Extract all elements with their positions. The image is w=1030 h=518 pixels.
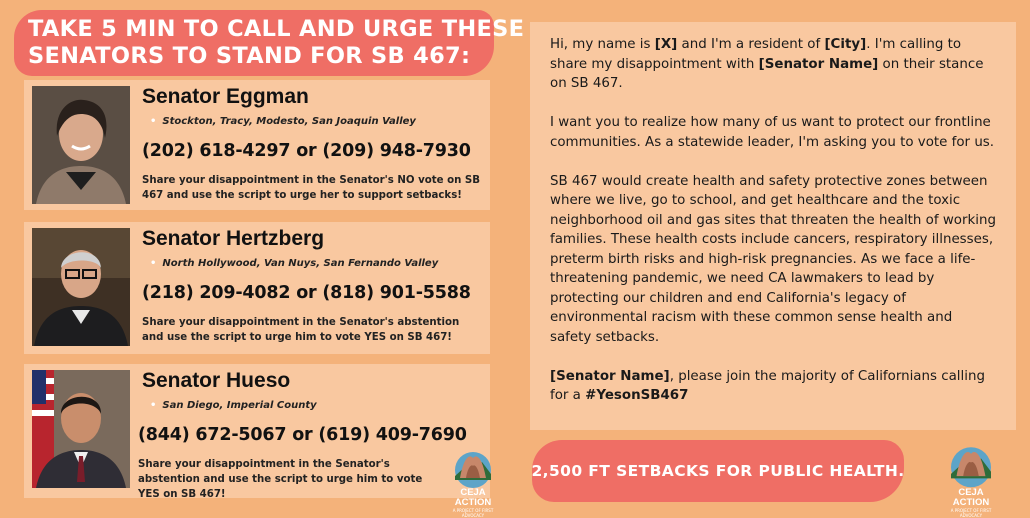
headline-line-2: SENATORS TO STAND FOR SB 467:	[28, 43, 471, 69]
senator-region: • Stockton, Tracy, Modesto, San Joaquin Valley	[150, 116, 416, 127]
senator-call-message: Share your disappointment in the Senator's abstention and use the script to urge him to vote YES on SB 467!	[138, 459, 423, 500]
senator-photo	[32, 228, 130, 346]
headline-banner	[14, 10, 525, 76]
script-paragraph-ask: I want you to realize how many of us want to protect our frontline communities. As a statewide leader, I'm asking you to vote for us.	[550, 115, 995, 150]
logo-title: CEJA ACTION	[454, 487, 492, 508]
setbacks-banner: 2,500 FT SETBACKS FOR PUBLIC HEALTH.	[532, 440, 904, 502]
senator-card-hertzberg	[24, 222, 490, 354]
ceja-action-logo-left	[442, 448, 504, 518]
ceja-action-logo-right	[940, 442, 1002, 518]
headline-line-1: TAKE 5 MIN TO CALL AND URGE THESE	[28, 16, 525, 42]
script-paragraph-intro: Hi, my name is [X] and I'm a resident of [City]. I'm calling to share my disappointment with [Senator Name] on their stance on SB 467.	[550, 37, 984, 91]
senator-photo	[32, 370, 130, 488]
senator-name: Senator Hueso	[142, 369, 291, 392]
senator-call-message: Share your disappointment in the Senator's abstention and use the script to urge him to vote YES on SB 467!	[142, 317, 460, 343]
call-script-panel	[530, 22, 1016, 430]
logo-subtitle: A PROJECT OF FIRST ADVOCACY	[452, 508, 494, 518]
senator-name: Senator Eggman	[142, 85, 309, 108]
logo-subtitle: A PROJECT OF FIRST ADVOCACY	[950, 508, 992, 518]
senator-region: • North Hollywood, Van Nuys, San Fernando Valley	[150, 258, 439, 269]
senator-name: Senator Hertzberg	[142, 227, 325, 250]
senator-card-eggman	[24, 80, 490, 210]
senator-phone-numbers: (844) 672-5067 or (619) 409-7690	[138, 425, 467, 445]
script-paragraph-sb467: SB 467 would create health and safety protective zones between where we live, go to school, and get healthcare and the toxic neighborhood oil and gas sites that threaten the health of working families. These health costs include cancers, respiratory illnesses, preterm birth risks and high-risk pregnancies. As we face a life-threatening pandemic, we need CA lawmakers to lead by protecting our children and end California's legacy of environmental racism with these common sense health and safety setbacks.	[550, 173, 996, 345]
senator-call-message: Share your disappointment in the Senator's NO vote on SB 467 and use the script to urge her to support setbacks!	[142, 175, 480, 201]
senator-region: • San Diego, Imperial County	[150, 400, 317, 411]
senator-photo	[32, 86, 130, 204]
senator-phone-numbers: (202) 618-4297 or (209) 948-7930	[142, 141, 471, 161]
senator-card-hueso	[24, 364, 490, 498]
logo-title: CEJA ACTION	[952, 487, 990, 508]
script-paragraph-closing: [Senator Name], please join the majority of Californians calling for a #YesonSB467	[550, 368, 985, 403]
senator-phone-numbers: (218) 209-4082 or (818) 901-5588	[142, 283, 471, 303]
